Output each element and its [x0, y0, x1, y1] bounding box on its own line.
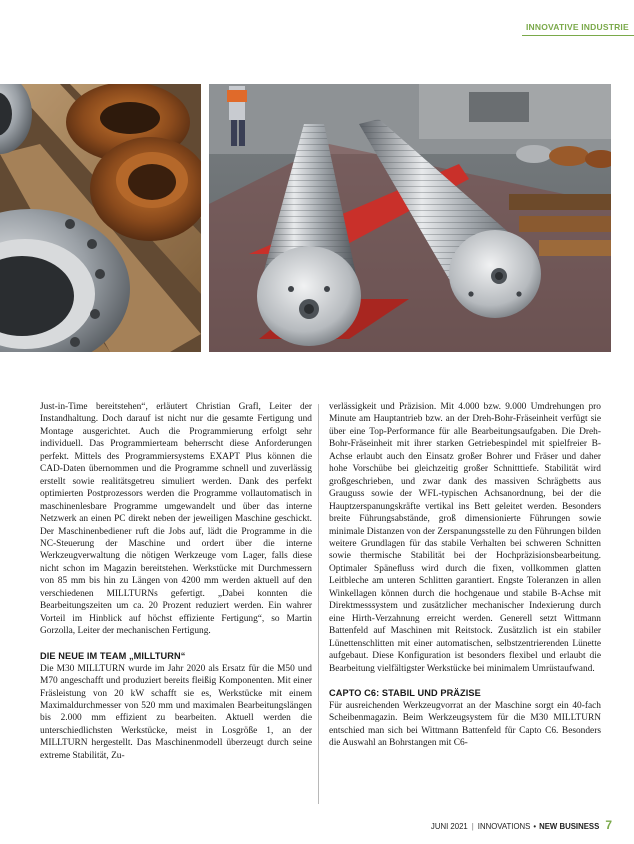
article-paragraph: verlässigkeit und Präzision. Mit 4.000 bzw. 9.000 Umdrehungen pro Minute am Hauptantrieb bzw. an der Dreh-Bohr-Fräseinheit verfügt sie über eine Top-Performance für alle Bearbeitungsaufgaben. Die Dreh-Bohr-Fräseinheit mit ihrer starken Getriebespindel mit spielfreier B-Achse erlaubt auch den Einsatz großer Bohrer und Fräser und daher hohe Vorschübe bei gleichzeitig großer Schnitttiefe. Stabilität wird großgeschrieben, und zwar dank des massiven Schrägbetts aus Grauguss sowie der WFL-typischen Achsanordnung, bei der die Hauptzerspanungskräfte vertikal ins Bett geleitet werden. Besonders breite Führungsabstände, groß dimensionierte Führungen sowie minimale Distanzen von der Zerspanungsstelle zu den Führungen bilden weitere Grundlagen für das stabile Verhalten bei schweren Schnitten sowie thermische Stabilität bei der Hochpräzisionsbearbeitung. Optimaler Späneﬂuss wird durch die fixen, vollkommen glatten Leitbleche am unteren Schlitten garantiert. Engste Toleranzen in allen Winkellagen können durch die hochgenaue und stabile B-Achse mit Direktmesssystem und zusätzlicher mechanischer Indexierung durch eine Hirth-Verzahnung erreicht werden. Generell setzt Wittmann Battenfeld auf Maschinen mit Reitstock. Zusätzlich ist ein stabiler Lünettenschlitten mit einer automatischen, selbstzentrierenden Lünette aufgebaut. Diese Konfiguration ist besonders flexibel und erlaubt die Bearbeitung vielfältigster Werkstücke bei minimalem Umrüstaufwand.	[329, 402, 601, 674]
article-paragraph: Die M30 MILLTURN wurde im Jahr 2020 als Ersatz für die M50 und M70 angeschafft und produziert bereits fleißig Komponenten. Mit einer Fräsleistung von 20 kW schafft sie es, Werkstücke mit einem Maximaldurchmesser von 520 mm und maximalen Bearbeitungslängen bis 2.000 mm effizient zu bearbeiten. Aktuell werden die unterschiedlichsten Werkstücke, meist in Losgröße 1, an der MILLTURN hergestellt. Das Maschinenmodell überzeugt durch seine extreme Stabilität, Zu-	[40, 663, 312, 761]
footer-magazine-suffix: NEW BUSINESS	[539, 822, 600, 831]
article-column-left	[40, 401, 312, 762]
footer-bullet: •	[533, 822, 537, 831]
footer-magazine: INNOVATIONS	[477, 822, 531, 831]
machined-spindle-shafts-photo	[209, 84, 611, 352]
footer-separator: |	[471, 822, 474, 831]
section-heading-millturn: DIE NEUE IM TEAM „MILLTURN“	[40, 650, 186, 661]
article-paragraph: Für ausreichenden Werkzeugvorrat an der Maschine sorgt ein 40-fach Scheibenmagazin. Beim Werkzeugsystem für die M30 MILLTURN entschied man sich bei Wittmann Battenfeld für Capto C6. Besonders die Auswahl an Bohrstangen mit C6-	[329, 700, 601, 749]
rusty-flange-workpieces-photo	[0, 84, 201, 352]
column-divider	[318, 404, 319, 804]
page-number: 7	[605, 818, 612, 832]
footer-date: JUNI 2021	[430, 822, 468, 831]
page-footer	[431, 818, 612, 834]
article-column-right	[329, 401, 601, 750]
section-label: INNOVATIVE INDUSTRIE	[522, 18, 634, 36]
article-paragraph: Just-in-Time bereitstehen“, erläutert Christian Grafl, Leiter der Instandhaltung. Doch darauf ist nicht nur die gesamte Fertigung und Montage ausgerichtet. Auch die Programmierung erfolgt sehr individuell. Das Programmierteam beherrscht diese Anforderungen perfekt. Mittels des Programmiersystems EXAPT Plus können die CAD-Daten übernommen und die Programme schnell und zuverlässig erstellt sowie realitätsgetreu simuliert werden. Dank des perfekt optimierten Postprozessors werden die Programme vollautomatisch in maschinenlesbare Programme umgewandelt und über das interne Netzwerk an einen PC direkt neben der jeweiligen Maschine geschickt. Der Maschinenbediener ruft die Jobs auf, lädt die Programme in die NC-Steuerung der Maschine und ordert über die interne Werkzeugverwaltung die nötigen Werkzeuge vom Lager, falls diese nicht schon im Magazin bereitstehen. Werkstücke mit Durchmessern von 85 mm bis hin zu Längen von 4200 mm werden aktuell auf den verschiedenen MILLTURNs gefertigt. „Dabei konnten die Bearbeitungszeiten um ca. 20 Prozent reduziert werden. Ein wahrer Vorteil im Hinblick auf höchst effiziente Fertigung“, so Martin Gorzolla, Leiter der mechanischen Fertigung.	[40, 402, 312, 637]
section-heading-capto: CAPTO C6: STABIL UND PRÄZISE	[329, 687, 481, 698]
